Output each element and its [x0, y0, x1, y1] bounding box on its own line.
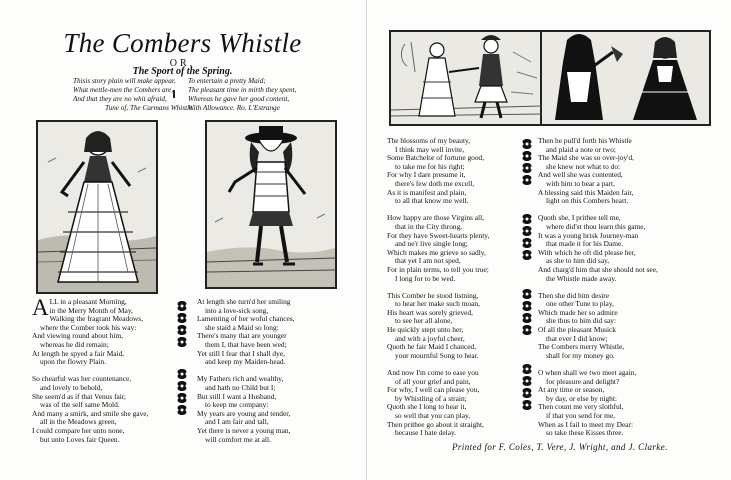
verse-line: She seem'd as if that Venus fair, [32, 391, 126, 401]
intro-line: To entertain a pretty Maid; [188, 77, 266, 85]
intro-line: The pleasant time in mirth they spent, [188, 86, 297, 95]
verse-line: in the Merry Month of May, [49, 305, 133, 315]
verse-line: For in plain terms, to tell you true; [387, 264, 489, 274]
fleuron-icon [520, 363, 534, 375]
verse-line: So chearful was her countenance, [32, 374, 132, 384]
intro-line: Thisis story plain will make appear, [73, 77, 176, 85]
printer-imprint: Printed for F. Coles, T. Vere, J. Wright, and J. Clarke. [452, 442, 668, 452]
verse-line: LL in a pleasant Morning, [49, 297, 127, 306]
verse-line: I think may well invite, [395, 144, 465, 154]
fleuron-icon [520, 300, 534, 312]
verse-line: How happy are those Virgins all, [387, 213, 484, 223]
verse-line: Then she did him desire [538, 290, 610, 300]
verse-line: she staid a Maid so long: [205, 322, 279, 332]
verse-line: And well she was contented, [538, 170, 623, 180]
verse-line: With which he oft did please her, [538, 247, 636, 257]
stanza [197, 298, 294, 367]
fleuron-icon [175, 300, 189, 312]
ornament-gap [520, 336, 534, 363]
verse-line: Quoth she I long to hear it, [387, 402, 467, 412]
verse-line: Then count me very slothful, [538, 402, 624, 412]
fleuron-icon [520, 324, 534, 336]
verse-line: but unto Loves fair Queen. [40, 434, 120, 444]
fleuron-icon [175, 392, 189, 404]
fleuron-icon [520, 288, 534, 300]
fleuron-icon [175, 336, 189, 348]
fleuron-icon [520, 162, 534, 174]
verse-line: there's few doth me excell, [395, 178, 475, 188]
verse-column-3 [387, 137, 489, 446]
verse-line: by day, or else by night: [546, 393, 617, 403]
verse-line: was of the self same Mold. [40, 400, 120, 410]
ballad-subtitle: The Sport of the Spring. [132, 66, 233, 77]
verse-line: shall for my money go. [546, 350, 615, 360]
verse-line: And now I'm come to ease you [387, 368, 479, 378]
fleuron-icon [520, 249, 534, 261]
verse-line: I long for to be wed. [395, 273, 456, 283]
verse-line: and ne'r live single long; [395, 239, 468, 249]
fleuron-icon [175, 380, 189, 392]
verse-line: upon the flowry Plain. [40, 357, 107, 367]
verse-line: whereas he did remain; [40, 339, 109, 349]
allowance-line: With Allowance. Ro. L'Estrange [188, 104, 280, 112]
verse-line: There's many that are younger [197, 331, 287, 341]
verse-line: where did'st thou learn this game, [546, 221, 646, 231]
verse-line: of all your grief and pain, [395, 376, 471, 386]
fleuron-icon [520, 150, 534, 162]
stanza [387, 214, 489, 283]
stanza [32, 295, 148, 367]
intro-right [188, 77, 296, 104]
verse-column-4 [538, 137, 658, 446]
fleuron-icon [520, 387, 534, 399]
verse-line: your mournful Song to hear. [395, 350, 479, 360]
ornament-gap [175, 348, 189, 368]
verse-line: to keep me company: [205, 400, 269, 410]
verse-line: and hath no Child but I; [205, 382, 276, 392]
stanza [538, 214, 658, 283]
ornament-gap [520, 261, 534, 288]
fleuron-icon [520, 225, 534, 237]
verse-column-1 [32, 295, 149, 453]
fleuron-icon [520, 375, 534, 387]
verse-line: them I, that have been wed; [205, 339, 287, 349]
verse-line: to see her all alone, [395, 316, 453, 326]
intro-divider [173, 90, 175, 98]
verse-line: by Whistling of a strain; [395, 393, 467, 403]
verse-line: and plaid a note or two; [546, 144, 616, 154]
intro-line: Whereas he gave her good content, [188, 95, 290, 104]
right-page [366, 0, 731, 480]
verse-line: to take me for his right; [395, 161, 465, 171]
verse-line: And charg'd him that she should not see, [538, 264, 658, 274]
verse-line: O when shall we two meet again, [538, 368, 637, 378]
verse-line: My years are young and tender, [197, 408, 291, 418]
verse-line: Quoth she, I prithee tell me, [538, 213, 621, 223]
verse-line: I could compare her unto none, [32, 425, 125, 435]
verse-line: she thus to him did say: [546, 316, 617, 326]
man-in-hat-icon [205, 120, 337, 289]
verse-line: Of all the pleasant Musick [538, 325, 616, 335]
verse-line: Yet still I fear that I shall dye, [197, 348, 285, 358]
ornament-column [175, 300, 189, 416]
verse-line: A blessing said this Maiden fair, [538, 187, 634, 197]
fleuron-icon [520, 138, 534, 150]
verse-line: and keep my Maiden-head. [205, 357, 286, 367]
verse-line: because I hate delay. [395, 428, 457, 438]
verse-line: for pleasure and delight? [546, 376, 620, 386]
verse-line: At any time or season, [538, 385, 605, 395]
fleuron-icon [520, 399, 534, 411]
fleuron-icon [175, 368, 189, 380]
stanza [387, 292, 489, 361]
verse-line: At length she turn'd her smiling [197, 297, 291, 306]
verse-line: For why, I well can please you, [387, 385, 480, 395]
verse-line: Walking the fragrant Meadows, [49, 314, 144, 324]
verse-line: that made it for his Dame. [546, 239, 624, 249]
stanza [538, 137, 658, 206]
verse-line: to hear her make such moan, [395, 299, 480, 309]
intro-left [73, 77, 176, 104]
verse-line: and I am fair and tall, [205, 417, 269, 427]
stanza [197, 375, 294, 444]
verse-line: Then he pull'd forth his Whistle [538, 136, 632, 145]
fleuron-icon [520, 174, 534, 186]
verse-line: The Maid she was so over-joy'd, [538, 153, 635, 163]
verse-line: Lamenting of her woful chances, [197, 314, 295, 324]
stanza [32, 375, 148, 444]
stanza [538, 369, 658, 438]
verse-line: The Combers merry Whistle, [538, 342, 625, 352]
verse-line: if that you send for me, [546, 411, 615, 420]
verse-column-2 [197, 298, 294, 453]
verse-line: and lovely to behold, [40, 382, 103, 392]
verse-line: that ever I did know; [546, 333, 608, 343]
verse-line: The blossoms of my beauty, [387, 136, 471, 145]
stanza [387, 369, 489, 438]
verse-line: When as I fail to meet my Dear: [538, 419, 634, 429]
intro-line: And that they are no whit afraid, [73, 95, 167, 104]
verse-line: And many a smirk, and smile she gave, [32, 408, 149, 418]
verse-line: the Whistle made away. [546, 273, 617, 283]
woman-in-gown-icon [36, 120, 158, 294]
verse-line: into a love-sick song, [205, 305, 269, 315]
fleuron-icon [175, 312, 189, 324]
verse-line: And viewing round about him, [32, 331, 123, 341]
ornament-column [520, 138, 534, 411]
drop-cap: A [32, 295, 49, 320]
verse-line: one other Tune to play, [546, 299, 614, 309]
verse-line: As it is manifest and plain, [387, 187, 467, 197]
fleuron-icon [175, 404, 189, 416]
tune-line: Tune of, The Carmans Whistle. [105, 104, 195, 112]
verse-line: will comfort me at all. [205, 434, 271, 444]
verse-line: He quickly stept unto her, [387, 325, 464, 335]
verse-line: and with a joyful cheer, [395, 333, 465, 343]
verse-line: that in the City throng, [395, 221, 463, 231]
verse-line: Which made her so admire [538, 307, 618, 317]
verse-line: that yet I am not sped, [395, 256, 461, 266]
verse-line: so well that you can play, [395, 411, 471, 420]
verse-line: My Fathers rich and wealthy, [197, 374, 284, 384]
verse-line: light on this Combers heart. [546, 196, 629, 206]
title-or: OR, [169, 58, 196, 69]
verse-line: as she to him did say, [546, 256, 610, 266]
verse-line: where the Comber took his way: [40, 322, 137, 332]
verse-line: with him to bear a part, [546, 178, 615, 188]
fleuron-icon [520, 237, 534, 249]
verse-line: Which makes me grieve so sadly, [387, 247, 486, 257]
couples-scene-icon [389, 30, 711, 126]
left-page [0, 0, 365, 480]
verse-line: all in the Meadows green, [40, 417, 117, 427]
verse-line: so take these Kisses three. [546, 428, 624, 438]
verse-line: she knew not what to do: [546, 161, 621, 171]
verse-line: Then prithee go about it straight, [387, 419, 484, 429]
verse-line: Quoth he fair Maid I chanced, [387, 342, 477, 352]
verse-line: His heart was sorely grieved, [387, 307, 473, 317]
verse-line: This Comber he stood listning, [387, 290, 479, 300]
verse-line: to all that know me well. [395, 196, 469, 206]
ballad-title: The Combers Whistle [63, 28, 302, 58]
fleuron-icon [520, 312, 534, 324]
ornament-gap [520, 186, 534, 213]
fleuron-icon [520, 213, 534, 225]
verse-line: For why I dare presume it, [387, 170, 466, 180]
verse-line: For they have Sweet-hearts plenty, [387, 230, 490, 240]
verse-line: But still I want a Husband, [197, 391, 277, 401]
verse-line: Yet there is never a young man, [197, 425, 291, 435]
stanza [387, 137, 489, 206]
verse-line: Some Batchelor of fortune good, [387, 153, 485, 163]
stanza [538, 292, 658, 361]
verse-line: At length he spyed a fair Maid, [32, 348, 125, 358]
intro-line: What mettle-men the Combers are, [73, 86, 174, 95]
fleuron-icon [175, 324, 189, 336]
verse-line: It was a young brisk Journey-man [538, 230, 639, 240]
